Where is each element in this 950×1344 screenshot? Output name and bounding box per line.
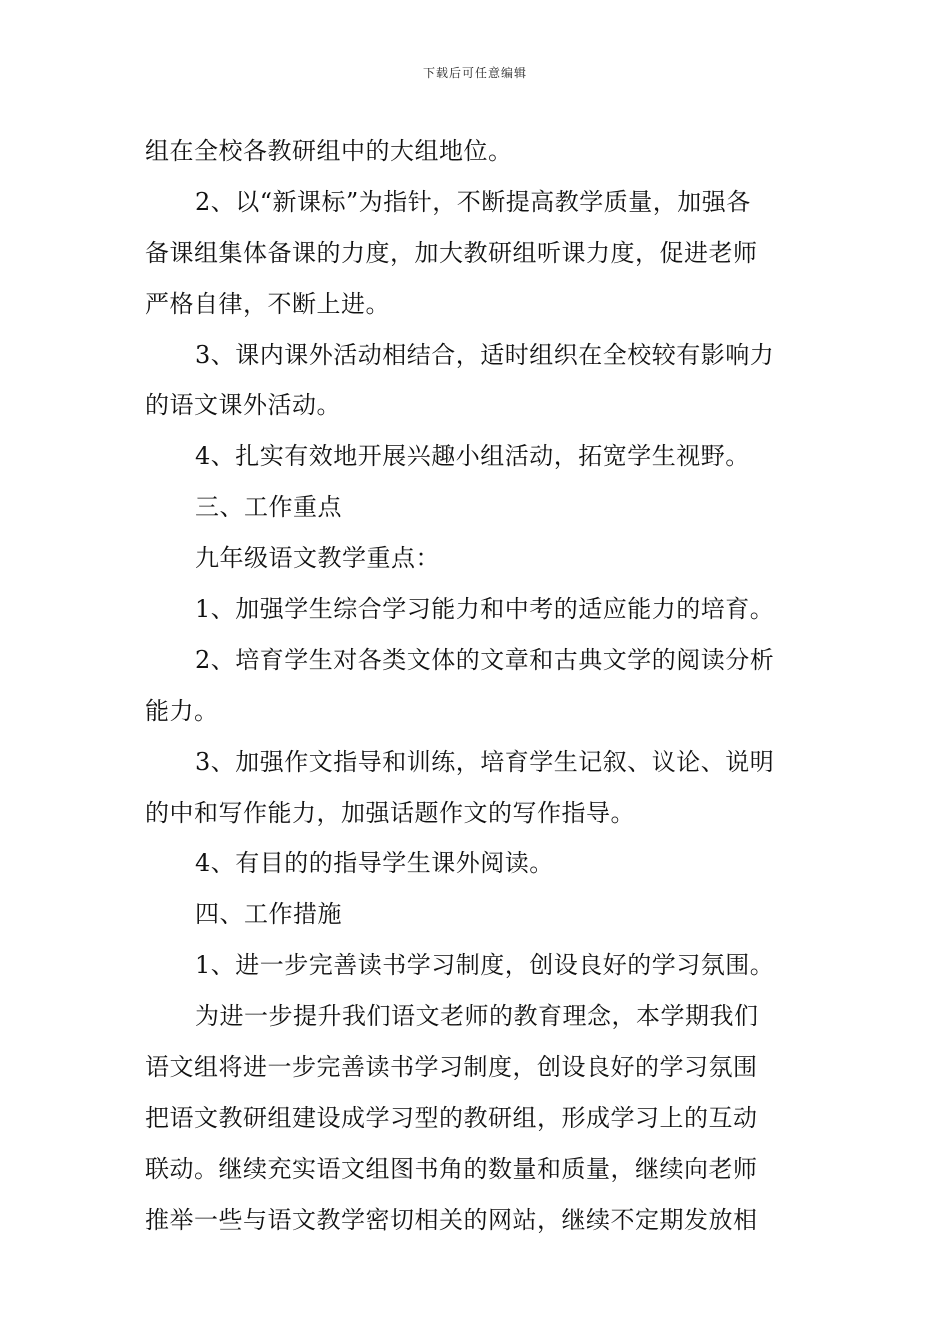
text-line: 联动。继续充实语文组图书角的数量和质量，继续向老师: [145, 1154, 758, 1183]
document-body: [145, 126, 810, 1246]
text-line: 1、进一步完善读书学习制度，创设良好的学习氛围。: [195, 951, 775, 980]
text-line: 3、加强作文指导和训练，培育学生记叙、议论、说明: [195, 747, 775, 776]
text-line: 组在全校各教研组中的大组地位。: [145, 137, 513, 165]
page-header: 下载后可任意编辑: [422, 66, 527, 80]
text-line: 的中和写作能力，加强话题作文的写作指导。: [145, 798, 635, 827]
text-line: 三、工作重点: [195, 493, 342, 522]
text-line: 4、有目的的指导学生课外阅读。: [195, 849, 554, 878]
text-line: 严格自律，不断上进。: [145, 289, 390, 318]
text-line: 九年级语文教学重点：: [195, 544, 440, 573]
text-line: 4、扎实有效地开展兴趣小组活动，拓宽学生视野。: [195, 442, 750, 471]
text-line: 2、培育学生对各类文体的文章和古典文学的阅读分析: [195, 645, 775, 674]
text-line: 能力。: [145, 696, 219, 725]
text-line: 推举一些与语文教学密切相关的网站，继续不定期发放相: [145, 1205, 758, 1234]
text-line: 四、工作措施: [195, 900, 342, 929]
text-line: 备课组集体备课的力度，加大教研组听课力度，促进老师: [145, 238, 758, 267]
text-line: 1、加强学生综合学习能力和中考的适应能力的培育。: [195, 595, 775, 624]
text-line: 3、课内课外活动相结合，适时组织在全校较有影响力: [195, 340, 775, 369]
text-line: 的语文课外活动。: [145, 391, 341, 420]
text-line: 为进一步提升我们语文老师的教育理念，本学期我们: [195, 1002, 759, 1031]
text-line: 把语文教研组建设成学习型的教研组，形成学习上的互动: [145, 1103, 758, 1132]
text-line: 语文组将进一步完善读书学习制度，创设良好的学习氛围: [145, 1053, 758, 1082]
text-line: 2、以“新课标”为指针，不断提高教学质量，加强各: [195, 187, 751, 216]
